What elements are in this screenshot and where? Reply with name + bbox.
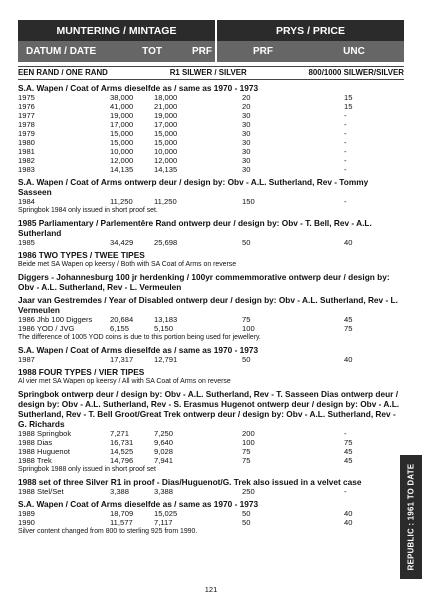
row-tot: 15,000	[110, 138, 134, 147]
table-row	[18, 93, 404, 102]
row-date: 1988 Stel/Set	[18, 487, 64, 496]
row-price-prf: 150	[242, 197, 255, 206]
row-price-prf: 200	[242, 429, 255, 438]
table-row	[18, 197, 404, 206]
row-date: 1987	[18, 355, 35, 364]
row-tot: 17,317	[110, 355, 134, 364]
row-prf: 13,183	[154, 315, 178, 324]
coin-section	[18, 218, 404, 247]
table-row	[18, 238, 404, 247]
coin-section	[18, 389, 404, 474]
row-tot: 16,731	[110, 438, 134, 447]
section-heading: S.A. Wapen / Coat of Arms dieselfde as / same as 1970 - 1973	[18, 83, 259, 93]
row-prf: 19,000	[154, 111, 178, 120]
side-tab	[400, 455, 422, 579]
row-tot: 7,271	[110, 429, 130, 438]
row-prf: 10,000	[154, 147, 178, 156]
column-headers-mintage	[18, 41, 217, 62]
section-note: Springbok 1984 only issued in short proof set.	[18, 207, 158, 214]
row-tot: 3,388	[110, 487, 130, 496]
row-price-prf: 20	[242, 102, 251, 111]
band-right: 800/1000 SILWER/SILVER	[308, 68, 404, 77]
section-note: Al vier met SA Wapen op keersy / All with SA Coat of Arms on reverse	[18, 378, 231, 385]
row-prf: 15,000	[154, 138, 178, 147]
row-tot: 11,250	[110, 197, 133, 206]
row-price-unc: 75	[344, 324, 353, 333]
row-date: 1988 Dias	[18, 438, 53, 447]
row-price-unc: -	[344, 129, 347, 138]
coin-section	[18, 83, 404, 174]
row-price-prf: 75	[242, 447, 251, 456]
row-prf: 3,388	[154, 487, 174, 496]
table-row	[18, 456, 404, 465]
table-row	[18, 509, 404, 518]
coin-section	[18, 250, 404, 269]
row-prf: 14,135	[154, 165, 178, 174]
row-tot: 10,000	[110, 147, 134, 156]
row-price-unc: -	[344, 429, 347, 438]
row-date: 1977	[18, 111, 35, 120]
band-left: EEN RAND / ONE RAND	[18, 68, 108, 77]
row-price-unc: -	[344, 138, 347, 147]
row-price-unc: -	[344, 120, 347, 129]
row-price-unc: 40	[344, 238, 353, 247]
row-price-unc: 75	[344, 438, 353, 447]
col-tot: TOT	[142, 46, 162, 57]
section-heading: S.A. Wapen / Coat of Arms dieselfde as / same as 1970 - 1973	[18, 499, 259, 509]
row-price-unc: 40	[344, 355, 353, 364]
section-heading: S.A. Wapen / Coat of Arms ontwerp deur / design by: Obv - A.L. Sutherland, Rev - Tommy Sasseen	[18, 177, 369, 197]
table-row	[18, 147, 404, 156]
row-tot: 14,525	[110, 447, 134, 456]
catalogue-page	[18, 20, 404, 536]
section-note: Beide met SA Wapen op keersy / Both with SA Coat of Arms on reverse	[18, 261, 237, 268]
row-date: 1982	[18, 156, 35, 165]
sections-container	[18, 83, 404, 536]
coin-section	[18, 345, 404, 364]
row-date: 1979	[18, 129, 35, 138]
row-prf: 12,000	[154, 156, 178, 165]
row-tot: 6,155	[110, 324, 130, 333]
col-prf-price: PRF	[253, 46, 273, 57]
table-row	[18, 156, 404, 165]
row-date: 1975	[18, 93, 35, 102]
table-row	[18, 487, 404, 496]
row-price-unc: 40	[344, 509, 353, 518]
row-prf: 15,025	[154, 509, 178, 518]
coin-section	[18, 499, 404, 536]
row-price-unc: -	[344, 111, 347, 120]
row-prf: 9,028	[154, 447, 174, 456]
row-price-unc: -	[344, 156, 347, 165]
col-prf: PRF	[192, 46, 212, 57]
row-date: 1988 Trek	[18, 456, 52, 465]
row-prf: 12,791	[154, 355, 178, 364]
section-heading: Diggers - Johannesburg 100 jr herdenking / 100yr commemmorative ontwerp deur / design by: Obv - A.L. Sutherland, Rev - L. Vermeulen	[18, 272, 390, 292]
col-date: DATUM / DATE	[26, 46, 97, 57]
row-date: 1985	[18, 238, 35, 247]
row-tot: 18,709	[110, 509, 134, 518]
table-row	[18, 129, 404, 138]
coin-section	[18, 177, 404, 215]
row-tot: 17,000	[110, 120, 134, 129]
row-price-prf: 250	[242, 487, 255, 496]
row-price-prf: 30	[242, 147, 251, 156]
denomination-band	[18, 66, 404, 80]
row-price-prf: 75	[242, 456, 251, 465]
row-tot: 14,135	[110, 165, 134, 174]
row-tot: 14,796	[110, 456, 134, 465]
row-price-prf: 20	[242, 93, 251, 102]
row-price-prf: 30	[242, 120, 251, 129]
mintage-title: MUNTERING / MINTAGE	[18, 20, 217, 41]
table-row	[18, 102, 404, 111]
table-row	[18, 165, 404, 174]
column-headers-price	[217, 41, 404, 62]
row-price-prf: 75	[242, 315, 251, 324]
row-price-prf: 50	[242, 238, 251, 247]
row-date: 1988 Springbok	[18, 429, 72, 438]
row-price-unc: 40	[344, 518, 353, 527]
section-heading: 1988 FOUR TYPES / VIER TIPES	[18, 367, 145, 377]
row-prf: 5,150	[154, 324, 174, 333]
coin-section	[18, 367, 404, 386]
row-prf: 18,000	[154, 93, 178, 102]
row-price-unc: 15	[344, 102, 353, 111]
section-note: The difference of 1005 YOD coins is due to this portion being used for jewellery.	[18, 334, 261, 341]
section-note: Springbok 1988 only issued in short proof set	[18, 466, 156, 473]
row-price-prf: 50	[242, 509, 251, 518]
table-row	[18, 138, 404, 147]
section-heading: 1985 Parliamentary / Parlementêre Rand ontwerp deur / design by: Obv - T. Bell, Rev - A.L. Sutherland	[18, 218, 372, 238]
col-unc: UNC	[343, 46, 365, 57]
table-row	[18, 315, 404, 324]
row-prf: 25,698	[154, 238, 178, 247]
row-prf: 9,640	[154, 438, 174, 447]
side-tab-label: REPUBLIC : 1961 TO DATE	[406, 463, 416, 571]
row-date: 1986 YOD / JVG	[18, 324, 75, 333]
row-price-unc: 45	[344, 315, 353, 324]
row-prf: 21,000	[154, 102, 178, 111]
row-prf: 15,000	[154, 129, 178, 138]
section-heading: Springbok ontwerp deur / design by: Obv - A.L. Sutherland, Rev - T. Sasseen Dias ontwerp deur / design by: Obv - A.L. Sutherland, Rev - S. Erasmus Hugenot ontwerp deur / design by: Obv - A.L. Sutherland, Rev - T. Bell Groot/Great Trek ontwerp deur / design by: Obv - A.L. Sutherland, Rev - G. Richards	[18, 389, 400, 429]
table-row	[18, 447, 404, 456]
row-price-prf: 30	[242, 129, 251, 138]
table-row	[18, 324, 404, 333]
row-prf: 7,250	[154, 429, 174, 438]
row-price-unc: 45	[344, 447, 353, 456]
section-note: Silver content changed from 800 to sterling 925 from 1990.	[18, 528, 198, 535]
row-price-prf: 50	[242, 355, 251, 364]
row-date: 1976	[18, 102, 35, 111]
table-row	[18, 120, 404, 129]
row-price-prf: 50	[242, 518, 251, 527]
row-tot: 38,000	[110, 93, 134, 102]
row-price-unc: -	[344, 197, 347, 206]
table-row	[18, 111, 404, 120]
row-tot: 20,684	[110, 315, 134, 324]
coin-section	[18, 272, 404, 292]
section-heading: Jaar van Gestremdes / Year of Disabled ontwerp deur / design by: Obv - A.L. Sutherland, Rev - L. Vermeulen	[18, 295, 398, 315]
band-mid: R1 SILWER / SILVER	[169, 68, 247, 77]
table-row	[18, 518, 404, 527]
row-date: 1989	[18, 509, 35, 518]
row-date: 1981	[18, 147, 35, 156]
row-tot: 34,429	[110, 238, 134, 247]
row-price-unc: -	[344, 487, 347, 496]
row-prf: 17,000	[154, 120, 178, 129]
row-price-unc: 45	[344, 456, 353, 465]
row-date: 1990	[18, 518, 35, 527]
row-tot: 11,577	[110, 518, 133, 527]
row-date: 1980	[18, 138, 35, 147]
row-price-prf: 100	[242, 324, 255, 333]
row-prf: 11,250	[154, 197, 177, 206]
row-price-unc: -	[344, 165, 347, 174]
row-tot: 41,000	[110, 102, 134, 111]
row-date: 1983	[18, 165, 35, 174]
row-price-prf: 100	[242, 438, 255, 447]
row-date: 1978	[18, 120, 35, 129]
section-heading: 1988 set of three Silver R1 in proof - Dias/Huguenot/G. Trek also issued in a velvet case	[18, 477, 362, 487]
row-date: 1984	[18, 197, 35, 206]
coin-section	[18, 295, 404, 342]
price-title: PRYS / PRICE	[217, 20, 404, 41]
table-row	[18, 438, 404, 447]
page-number: 121	[204, 585, 218, 594]
table-row	[18, 355, 404, 364]
row-price-unc: -	[344, 147, 347, 156]
section-heading: S.A. Wapen / Coat of Arms dieselfde as / same as 1970 - 1973	[18, 345, 259, 355]
coin-section	[18, 477, 404, 496]
table-header	[18, 20, 404, 62]
row-price-prf: 30	[242, 138, 251, 147]
row-prf: 7,117	[154, 518, 173, 527]
row-date: 1988 Huguenot	[18, 447, 70, 456]
row-price-unc: 15	[344, 93, 353, 102]
row-date: 1986 Jhb 100 Diggers	[18, 315, 93, 324]
row-tot: 15,000	[110, 129, 134, 138]
section-heading: 1986 TWO TYPES / TWEE TIPES	[18, 250, 145, 260]
row-price-prf: 30	[242, 165, 251, 174]
row-price-prf: 30	[242, 111, 251, 120]
row-tot: 19,000	[110, 111, 134, 120]
table-row	[18, 429, 404, 438]
row-prf: 7,941	[154, 456, 174, 465]
row-tot: 12,000	[110, 156, 134, 165]
row-price-prf: 30	[242, 156, 251, 165]
